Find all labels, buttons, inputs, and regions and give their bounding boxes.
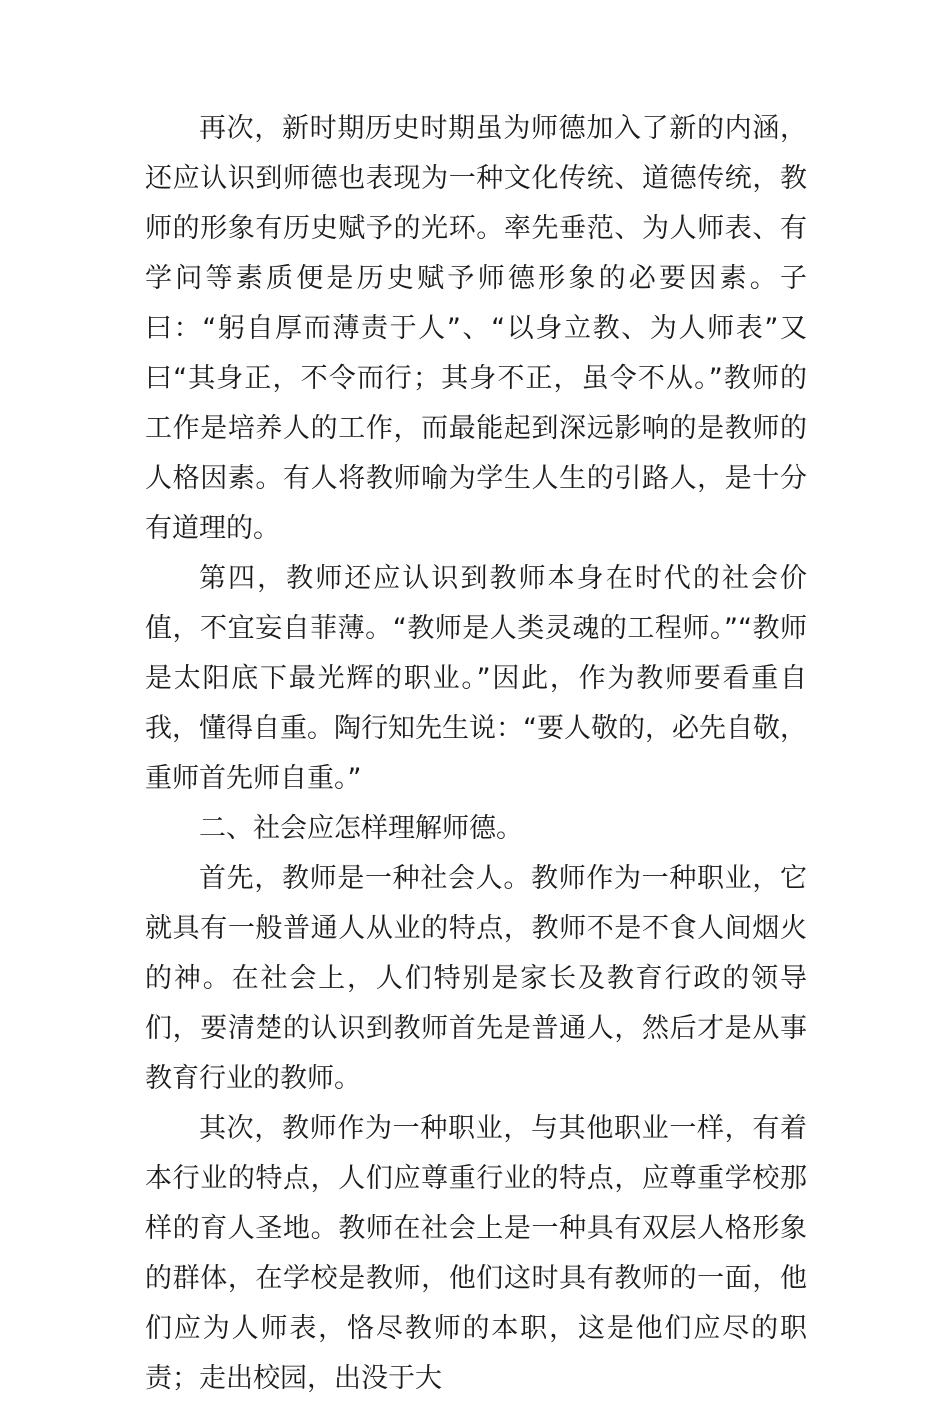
document-body: [145, 104, 807, 1404]
paragraph: 第四，教师还应认识到教师本身在时代的社会价值，不宜妄自菲薄。“教师是人类灵魂的工程师。”“教师是太阳底下最光辉的职业。”因此，作为教师要看重自我，懂得自重。陶行知先生说：“要人敬的，必先自敬，重师首先师自重。”: [145, 563, 807, 794]
paragraph: 再次，新时期历史时期虽为师德加入了新的内涵，还应认识到师德也表现为一种文化传统、道德传统，教师的形象有历史赋予的光环。率先垂范、为人师表、有学问等素质便是历史赋予师德形象的必要因素。子曰：“躬自厚而薄责于人”、“以身立教、为人师表”又曰“其身正，不令而行；其身不正，虽令不从。”教师的工作是培养人的工作，而最能起到深远影响的是教师的人格因素。有人将教师喻为学生人生的引路人，是十分有道理的。: [145, 113, 807, 544]
section-heading: 二、社会应怎样理解师德。: [199, 813, 523, 844]
paragraph: 其次，教师作为一种职业，与其他职业一样，有着本行业的特点，人们应尊重行业的特点，应尊重学校那样的育人圣地。教师在社会上是一种具有双层人格形象的群体，在学校是教师，他们这时具有教师的一面，他们应为人师表，恪尽教师的本职，这是他们应尽的职责；走出校园，出没于大: [145, 1113, 807, 1394]
paragraph: 首先，教师是一种社会人。教师作为一种职业，它就具有一般普通人从业的特点，教师不是不食人间烟火的神。在社会上，人们特别是家长及教育行政的领导们，要清楚的认识到教师首先是普通人，然后才是从事教育行业的教师。: [145, 863, 807, 1094]
